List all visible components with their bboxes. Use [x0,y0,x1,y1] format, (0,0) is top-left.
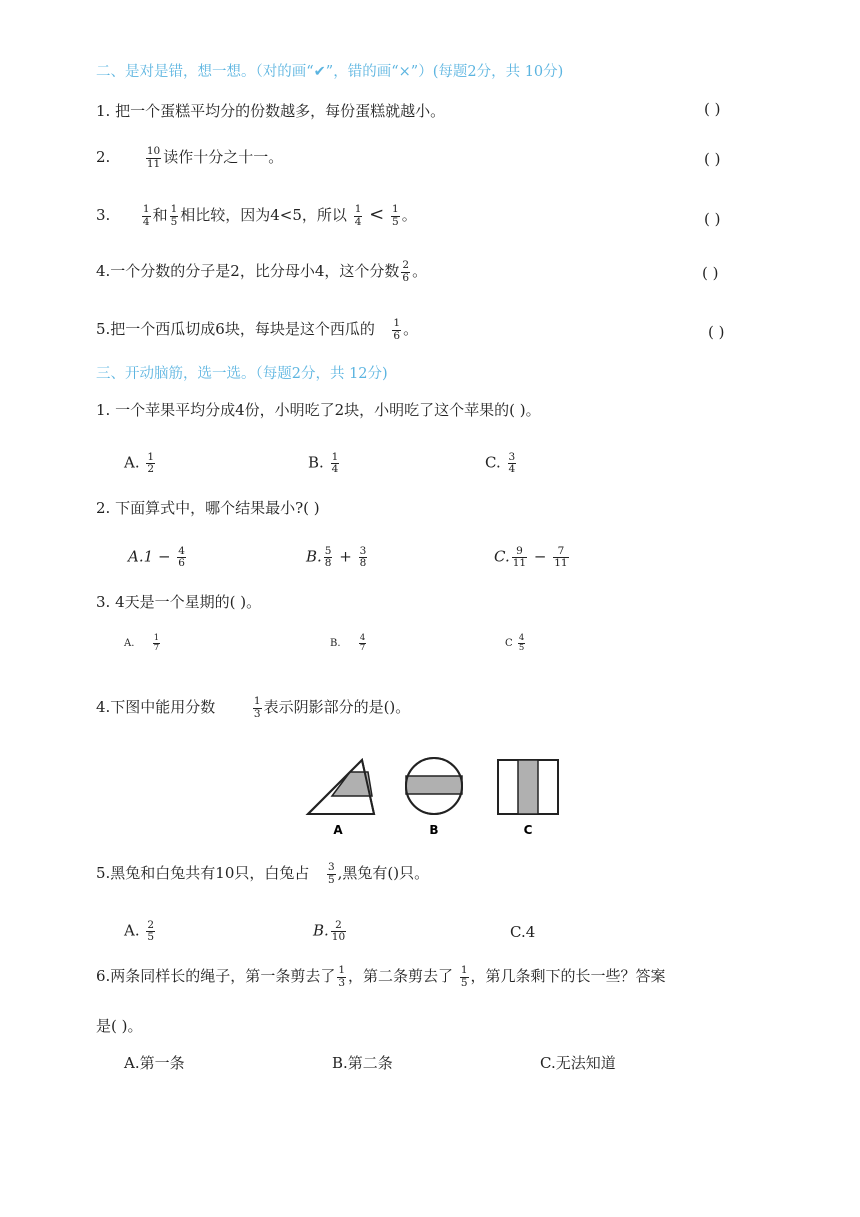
s2-question-5 [96,318,418,342]
question-text: 表示阴影部分的是()。 [263,698,411,716]
fraction-c: $\frac{1}{4}$ [354,203,362,228]
question-text: 读作十分之十一。 [163,148,284,166]
option-fraction: $\frac{4}{6}$ [178,545,185,570]
option-label: A. [124,453,140,472]
s3-q2-option-b[interactable] [306,546,369,569]
s3-question-4 [96,696,410,720]
option-fraction: $\frac{9}{11}$ [512,545,527,570]
option-label: A. [124,637,135,649]
question-number: 3. [96,206,111,224]
option-fraction: $\frac{7}{11}$ [554,545,568,570]
fraction-d: $\frac{1}{5}$ [392,203,399,228]
option-fraction: $\frac{2}{10}$ [331,919,346,944]
s3-question-3: 3. 4天是一个星期的( )。 [96,593,262,611]
s3-question-2: 2. 下面算式中，哪个结果最小?( ) [96,499,320,517]
s3-q5-option-b[interactable] [313,920,348,943]
s3-q1-option-c[interactable] [485,452,518,475]
operator: − [157,547,171,566]
question-text: 6.两条同样长的绳子，第一条剪去了 [96,967,336,985]
fraction-10-11: $\frac{10}{11}$ [146,145,161,170]
option-label: B. [306,547,322,566]
option-label: B. [308,453,324,472]
figure-label-a: A [333,823,343,837]
s3-question-5 [96,862,429,886]
fraction-b: $\frac{1}{5}$ [170,203,178,228]
option-label: A.1 [128,547,154,566]
option-label: C. [494,547,510,566]
figure-a-triangle[interactable] [308,760,374,814]
option-fraction: $\frac{3}{8}$ [359,545,367,570]
section-3-heading: 三、开动脑筋，选一选。（每题2分，共 12分) [96,366,388,382]
question-text: 相比较，因为4<5，所以 [180,206,347,224]
question-text: ，第二条剪去了 [348,967,454,985]
period: 。 [401,206,417,224]
s3-q6-option-b[interactable]: B.第二条 [332,1054,393,1072]
operator: − [533,547,547,566]
s2-q3-answer-blank[interactable]: ( ) [704,210,721,228]
s2-question-4 [96,260,427,284]
question-number: 2. [96,148,111,166]
s3-question-1: 1. 一个苹果平均分成4份，小明吃了2块，小明吃了这个苹果的( )。 [96,401,541,419]
s3-q2-option-a[interactable] [128,546,188,569]
option-label: C. [485,453,501,472]
less-than-sign: < [369,204,385,225]
section-2-heading: 二、是对是错，想一想。（对的画“✔”，错的画“×”）(每题2分，共 10分) [96,64,564,80]
s3-q5-option-a[interactable] [124,920,157,943]
option-fraction: $\frac{1}{7}$ [153,633,160,653]
fraction-1-3: $\frac{1}{3}$ [253,695,261,720]
figure-label-c: C [523,823,533,837]
option-label: A. [124,921,140,940]
period: 。 [403,320,419,338]
operator: + [339,547,352,566]
s3-q6-option-a[interactable]: A.第一条 [124,1054,185,1072]
option-label: B. [330,637,341,649]
and-text: 和 [152,206,168,224]
option-fraction: $\frac{1}{2}$ [147,451,155,476]
option-fraction: $\frac{5}{8}$ [324,545,332,570]
s2-q4-answer-blank[interactable]: ( ) [702,264,719,282]
fraction-1-6: $\frac{1}{6}$ [393,317,401,342]
figure-b-circle[interactable] [406,758,462,814]
s2-q1-answer-blank[interactable]: ( ) [704,100,721,118]
option-fraction: $\frac{3}{4}$ [508,451,516,476]
period: 。 [412,262,428,280]
s2-question-3 [96,204,417,228]
figure-c-rectangle[interactable] [498,760,558,814]
shading-figures [300,752,570,842]
question-text: 4.一个分数的分子是2，比分母小4，这个分数 [96,262,400,280]
s2-q2-answer-blank[interactable]: ( ) [704,150,721,168]
s3-q6-option-c[interactable]: C.无法知道 [540,1054,616,1072]
option-fraction: $\frac{4}{7}$ [359,633,366,653]
s3-question-6 [96,965,666,989]
fraction-3-5: $\frac{3}{5}$ [327,861,335,886]
fraction-2-6: $\frac{2}{6}$ [402,259,410,284]
question-text: 4.下图中能用分数 [96,698,216,716]
fraction-1-3: $\frac{1}{3}$ [338,964,346,989]
option-label: C [505,637,513,649]
s3-q2-option-c[interactable] [494,546,571,569]
s3-q3-option-c[interactable] [505,634,527,653]
fraction-a: $\frac{1}{4}$ [142,203,150,228]
s2-question-1: 1. 把一个蛋糕平均分的份数越多，每份蛋糕就越小。 [96,102,446,120]
option-fraction: $\frac{2}{5}$ [147,919,155,944]
option-fraction: $\frac{1}{4}$ [331,451,339,476]
s3-q3-option-a[interactable] [124,634,162,653]
s3-q5-option-c[interactable]: C.4 [510,923,536,941]
option-fraction: $\frac{4}{5}$ [518,633,525,653]
s3-q1-option-b[interactable] [308,452,341,475]
question-text: ，第几条剩下的长一些？答案 [470,967,666,985]
fraction-1-5: $\frac{1}{5}$ [460,964,468,989]
s2-question-2 [96,146,283,170]
figure-label-b: B [429,823,439,837]
s3-q1-option-a[interactable] [124,452,157,475]
s3-q3-option-b[interactable] [330,634,368,653]
s2-q5-answer-blank[interactable]: ( ) [708,323,725,341]
question-text: 5.黑兔和白兔共有10只，白兔占 [96,864,310,882]
question-text: ,黑兔有()只。 [337,864,430,882]
question-text: 5.把一个西瓜切成6块，每块是这个西瓜的 [96,320,375,338]
option-label: B. [313,921,329,940]
s3-q6-line-2: 是( )。 [96,1017,143,1035]
